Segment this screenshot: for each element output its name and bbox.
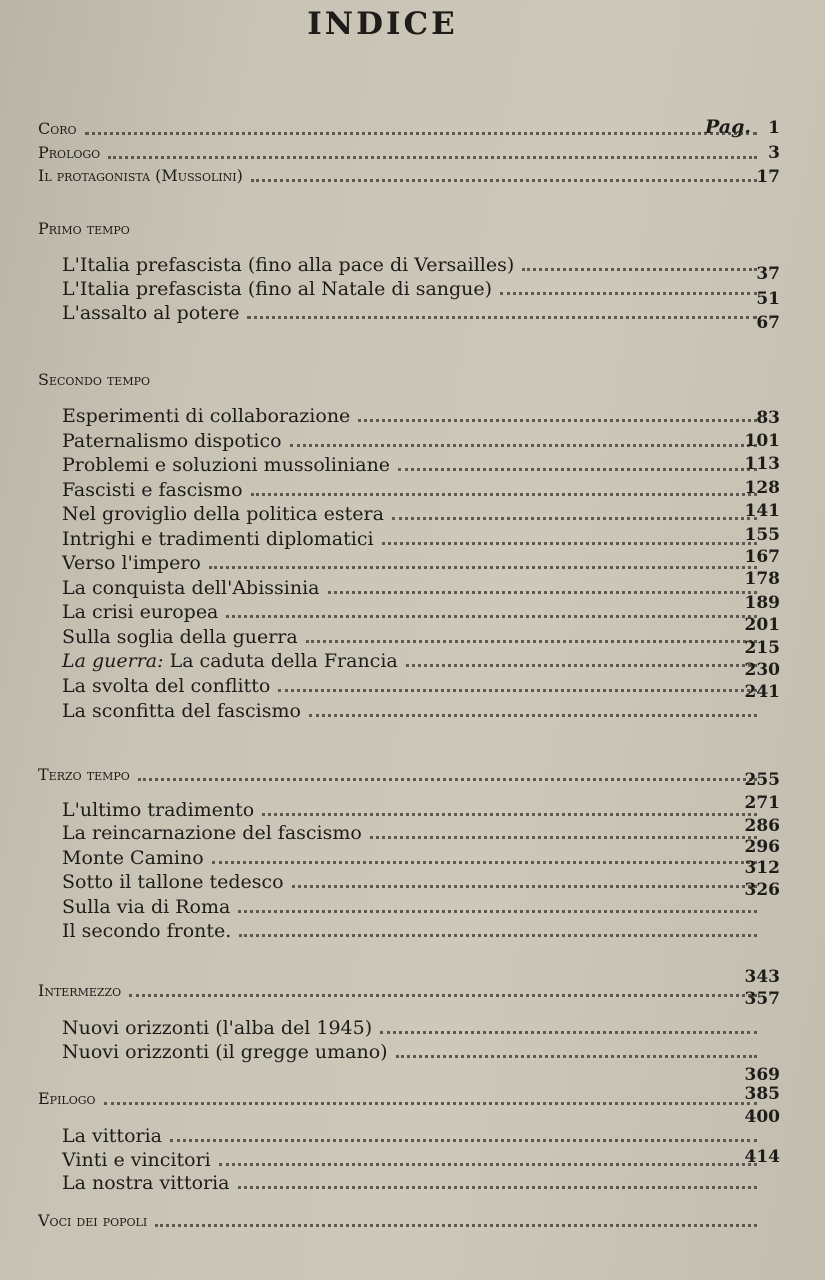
dot-leader: [104, 1102, 757, 1105]
toc-entry: [62, 820, 765, 844]
page-number: 400: [744, 1107, 780, 1127]
page-number: 113: [744, 454, 780, 474]
dot-leader: [85, 132, 757, 135]
page-title: INDICE: [307, 6, 458, 42]
page-number: 215: [744, 638, 780, 658]
entry-title: La sconfitta del fascismo: [62, 700, 301, 722]
entry-title: Verso l'impero: [62, 552, 201, 574]
toc-section: [38, 163, 765, 187]
page-number: 326: [744, 880, 780, 900]
page-number: 312: [744, 858, 780, 878]
toc-entry: [62, 276, 765, 300]
page-number: 286: [744, 816, 780, 836]
dot-leader: [170, 1139, 757, 1142]
toc-entry: [62, 918, 765, 942]
toc-entry: [62, 501, 765, 525]
dot-leader: [380, 1031, 757, 1034]
entry-title: Intrighi e tradimenti diplomatici: [62, 528, 374, 550]
toc-entry: [62, 428, 765, 452]
section-heading: Primo tempo: [38, 219, 130, 238]
page-number: 414: [744, 1147, 780, 1167]
entry-title: Sulla soglia della guerra: [62, 626, 298, 648]
dot-leader: [309, 714, 757, 717]
section-heading: Prologo: [38, 143, 101, 162]
page-number: 271: [744, 793, 780, 813]
page-number: 255: [744, 770, 780, 790]
page-number: 101: [744, 431, 780, 451]
entry-title: L'Italia prefascista (fino alla pace di Versailles): [62, 254, 515, 276]
section-heading: Terzo tempo: [38, 765, 130, 784]
dot-leader: [251, 179, 757, 182]
page-number: 67: [756, 313, 780, 333]
toc-section: [38, 762, 765, 786]
dot-leader: [212, 861, 757, 864]
entry-title: Nuovi orizzonti (il gregge umano): [62, 1041, 388, 1063]
entry-title: Monte Camino: [62, 847, 204, 869]
toc-entry: [62, 1123, 765, 1147]
page-number: 155: [744, 525, 780, 545]
entry-title: L'Italia prefascista (fino al Natale di sangue): [62, 278, 493, 300]
page-number: 83: [756, 408, 780, 428]
dot-leader: [382, 542, 757, 545]
page-number: 1: [768, 118, 780, 138]
toc-section: [38, 1208, 765, 1232]
page-number: 189: [744, 593, 780, 613]
dot-leader: [239, 934, 757, 937]
toc-entry: [62, 1015, 765, 1039]
entry-title: La reincarnazione del fascismo: [62, 822, 362, 844]
entry-title: Sotto il tallone tedesco: [62, 871, 284, 893]
entry-title: La vittoria: [62, 1125, 162, 1147]
entry-title: Sulla via di Roma: [62, 896, 231, 918]
toc-entry: [62, 252, 765, 276]
pag-label: Pag.: [705, 116, 751, 138]
page-number: 178: [744, 569, 780, 589]
dot-leader: [392, 517, 757, 520]
section-heading: Intermezzo: [38, 981, 122, 1000]
page-number: 369: [744, 1065, 780, 1085]
toc-entry: [62, 599, 765, 623]
page-number: 296: [744, 837, 780, 857]
section-heading: Il protagonista (Mussolini): [38, 166, 243, 185]
entry-title: Il secondo fronte.: [62, 920, 232, 942]
dot-leader: [278, 689, 757, 692]
dot-leader: [522, 268, 757, 271]
dot-leader: [238, 910, 757, 913]
toc-entry: [62, 300, 765, 324]
dot-leader: [108, 156, 757, 159]
dot-leader: [328, 591, 758, 594]
dot-leader: [238, 1186, 757, 1189]
entry-title: La svolta del conflitto: [62, 675, 271, 697]
page-number: 343: [744, 967, 780, 987]
section-heading: Secondo tempo: [38, 370, 151, 389]
dot-leader: [396, 1055, 757, 1058]
page-number: 51: [756, 289, 780, 309]
entry-title: Nel groviglio della politica estera: [62, 503, 384, 525]
dot-leader: [209, 566, 757, 569]
toc-entry: [62, 1170, 765, 1194]
toc-entry: [62, 1147, 765, 1171]
entry-title: La guerra: La caduta della Francia: [62, 650, 398, 672]
toc-entry: [62, 403, 765, 427]
dot-leader: [306, 640, 757, 643]
toc-section: [38, 367, 765, 391]
toc-entry: [62, 869, 765, 893]
entry-title: La nostra vittoria: [62, 1172, 230, 1194]
entry-title: L'assalto al potere: [62, 302, 240, 324]
dot-leader: [358, 419, 757, 422]
toc-section: [38, 216, 765, 240]
entry-title: Nuovi orizzonti (l'alba del 1945): [62, 1017, 373, 1039]
entry-title: La crisi europea: [62, 601, 219, 623]
entry-part: La guerra:: [62, 650, 164, 672]
entry-title: Vinti e vincitori: [62, 1149, 211, 1171]
toc-entry: [62, 1039, 765, 1063]
dot-leader: [129, 994, 757, 997]
dot-leader: [406, 664, 757, 667]
dot-leader: [290, 444, 757, 447]
section-heading: Voci dei popoli: [38, 1211, 148, 1230]
page-number: 17: [756, 167, 780, 187]
dot-leader: [262, 813, 757, 816]
dot-leader: [292, 885, 757, 888]
toc-section: [38, 140, 765, 164]
page-number: 3: [768, 143, 780, 163]
toc-entry: [62, 648, 765, 672]
page-number: 37: [756, 264, 780, 284]
toc-entry: [62, 894, 765, 918]
toc-entry: [62, 624, 765, 648]
toc-section: [38, 1086, 765, 1110]
toc-entry: [62, 477, 765, 501]
dot-leader: [138, 778, 757, 781]
page-number: 357: [744, 989, 780, 1009]
entry-title: Esperimenti di collaborazione: [62, 405, 351, 427]
page-number: 385: [744, 1084, 780, 1104]
page-number: 167: [744, 547, 780, 567]
toc-entry: [62, 673, 765, 697]
dot-leader: [247, 316, 757, 319]
dot-leader: [155, 1224, 757, 1227]
dot-leader: [251, 493, 757, 496]
toc-entry: [62, 797, 765, 821]
toc-section: [38, 978, 765, 1002]
section-heading: Coro: [38, 119, 77, 138]
page-number: 230: [744, 660, 780, 680]
toc-entry: [62, 526, 765, 550]
page-number: 128: [744, 478, 780, 498]
dot-leader: [398, 468, 757, 471]
entry-title: La conquista dell'Abissinia: [62, 577, 320, 599]
entry-title: Problemi e soluzioni mussoliniane: [62, 454, 391, 476]
toc-entry: [62, 845, 765, 869]
page-number: 201: [744, 615, 780, 635]
dot-leader: [500, 292, 757, 295]
toc-entry: [62, 698, 765, 722]
page-number: 241: [744, 682, 780, 702]
entry-title: Fascisti e fascismo: [62, 479, 243, 501]
entry-title: L'ultimo tradimento: [62, 799, 255, 821]
entry-title: Paternalismo dispotico: [62, 430, 282, 452]
section-heading: Epilogo: [38, 1089, 96, 1108]
toc-entry: [62, 550, 765, 574]
dot-leader: [219, 1163, 757, 1166]
toc-section: [38, 116, 765, 140]
page-number: 141: [744, 501, 780, 521]
toc-entry: [62, 575, 765, 599]
toc-entry: [62, 452, 765, 476]
dot-leader: [370, 836, 757, 839]
dot-leader: [226, 615, 757, 618]
